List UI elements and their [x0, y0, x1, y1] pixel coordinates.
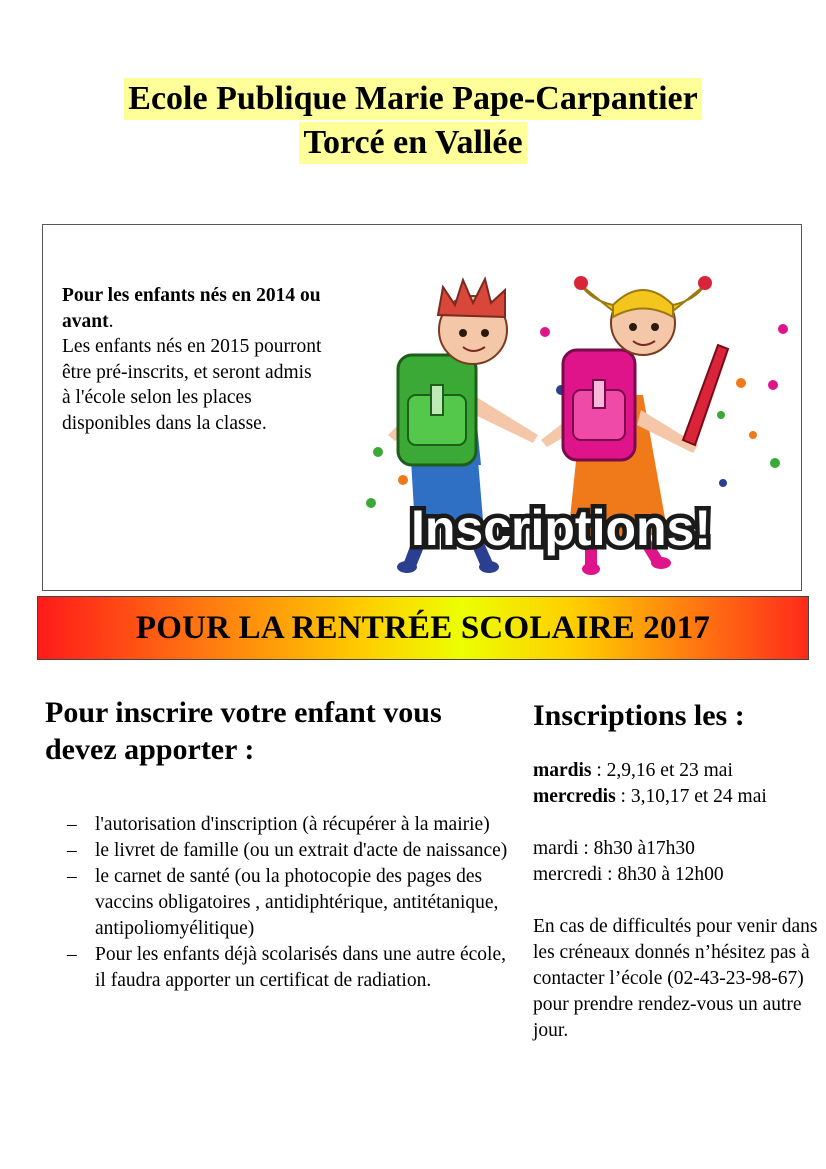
page-header — [0, 78, 826, 166]
requirements-list — [45, 812, 510, 994]
intro-lead-end: . — [108, 310, 114, 332]
tuesdays-line: mardis : 2,9,16 et 23 mai — [533, 760, 733, 781]
list-item: – le livret de famille (ou un extrait d'acte de naissance) — [67, 840, 508, 861]
list-item: – le carnet de santé (ou la photocopie des pages des vaccins obligatoires , antidiphtérique, antitétanique, antipoliomyélitique) — [67, 866, 499, 939]
school-year-banner — [37, 596, 809, 660]
list-item: – Pour les enfants déjà scolarisés dans une autre école, il faudra apporter un certificat de radiation. — [67, 944, 506, 991]
list-item: – l'autorisation d'inscription (à récupérer à la mairie) — [67, 814, 490, 835]
wednesdays-line: mercredis : 3,10,17 et 24 mai — [533, 786, 767, 807]
requirements-title: Pour inscrire votre enfant vous devez apporter : — [45, 696, 442, 766]
dates-section — [533, 697, 818, 1044]
intro-box — [42, 224, 802, 591]
requirements-section — [45, 694, 510, 994]
hours-tuesday: mardi : 8h30 à17h30 — [533, 838, 695, 859]
dates-title: Inscriptions les : — [533, 699, 745, 732]
school-name: Ecole Publique Marie Pape-Carpantier — [124, 78, 701, 120]
banner-text: POUR LA RENTRÉE SCOLAIRE 2017 — [135, 609, 711, 646]
town-name: Torcé en Vallée — [299, 122, 526, 164]
hours-wednesday: mercredi : 8h30 à 12h00 — [533, 864, 724, 885]
kids-inscriptions-illustration — [323, 245, 793, 585]
intro-lead: Pour les enfants nés en 2014 ou avant — [62, 285, 321, 332]
inscriptions-caption: Inscriptions! — [410, 500, 712, 556]
intro-body: Les enfants nés en 2015 pourront être pré-inscrits, et seront admis à l'école selon les places disponibles dans la classe. — [62, 336, 322, 434]
intro-text — [62, 283, 322, 436]
contact-note: En cas de difficultés pour venir dans les créneaux donnés n’hésitez pas à contacter l’école (02-43-23-98-67) pour prendre rendez-vous un autre jour. — [533, 916, 818, 1041]
